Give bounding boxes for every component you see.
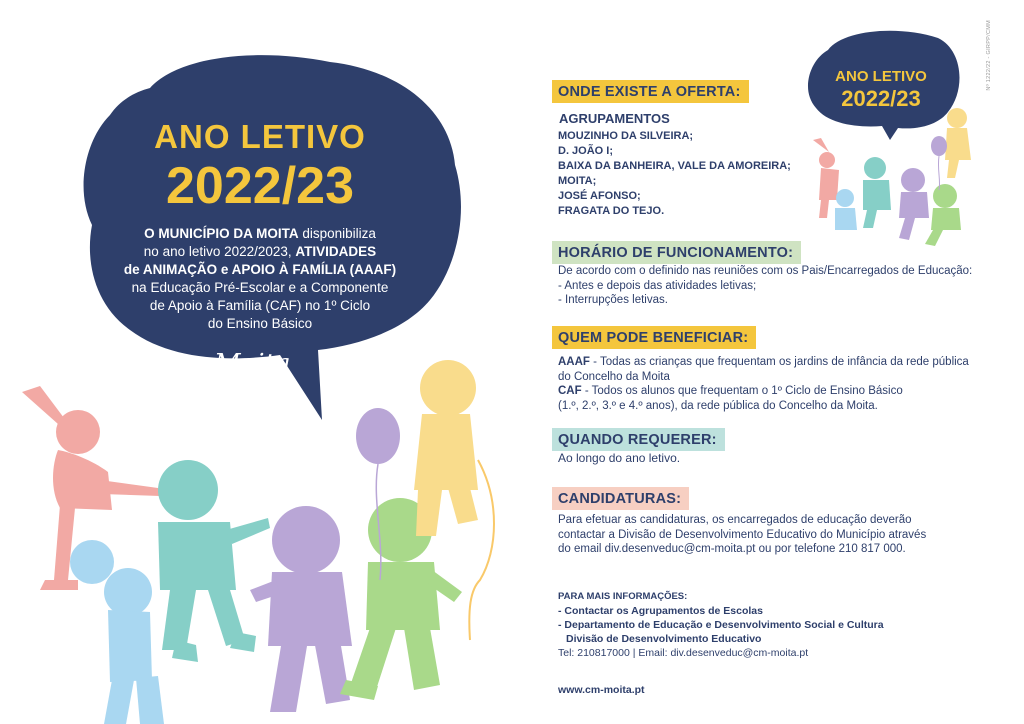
list-item: MOITA; (558, 175, 597, 187)
girl-walking-silhouette (250, 506, 352, 712)
agrupamentos-list (558, 129, 791, 219)
more-info-title: PARA MAIS INFORMAÇÕES: (558, 591, 688, 602)
section-heading-horario: HORÁRIO DE FUNCIONAMENTO: (552, 241, 801, 264)
section-heading-quem: QUEM PODE BENEFICIAR: (552, 326, 756, 349)
boy-running-silhouette (158, 460, 270, 662)
svg-text:MUNICÍPIO: MUNICÍPIO (222, 378, 262, 387)
small-children-illustration (805, 100, 985, 250)
horario-text: De acordo com o definido nas reuniões com os Pais/Encarregados de Educação: - Antes e depois das atividades letivas; - Interrupções letivas. (558, 265, 973, 307)
list-item: JOSÉ AFONSO; (558, 190, 641, 202)
website-link[interactable]: www.cm-moita.pt (558, 684, 645, 696)
list-item: FRAGATA DO TEJO. (558, 205, 665, 217)
boy-green-silhouette (340, 498, 462, 700)
candidaturas-text: Para efetuar as candidaturas, os encarregados de educação deverão contactar a Divisão de Desenvolvimento Educativo do Município através do email div.desenveduc@cm-moita.pt ou por telefone 210 817 000. (558, 514, 927, 556)
kid-with-ball-silhouette (70, 540, 164, 724)
section-heading-candidaturas: CANDIDATURAS: (552, 487, 689, 510)
list-item: D. JOÃO I; (558, 145, 614, 157)
section-heading-quando: QUANDO REQUERER: (552, 428, 725, 451)
quando-text: Ao longo do ano letivo. (558, 451, 681, 465)
main-year-label: ANO LETIVO (154, 118, 366, 155)
main-year-value: 2022/23 (166, 157, 354, 215)
svg-text:Moita: Moita (214, 349, 291, 379)
agrupamentos-title: AGRUPAMENTOS (559, 111, 670, 126)
list-item: MOUZINHO DA SILVEIRA; (558, 130, 694, 142)
more-info: PARA MAIS INFORMAÇÕES: - Contactar os Agrupamentos de Escolas - Departamento de Educação e Desenvolvimento Social e Cultura Divisão de Desenvolvimento Educativo Tel: 210817000 | Email: div.desenveduc@cm-moita.pt (558, 591, 884, 659)
girl-jumping-silhouette (414, 360, 478, 536)
small-year-label: ANO LETIVO (835, 68, 927, 85)
list-item: BAIXA DA BANHEIRA, VALE DA AMOREIRA; (558, 160, 791, 172)
document-code: Nº 1222/22 - GIRPP/CMM (986, 20, 992, 91)
intro-text: O MUNICÍPIO DA MOITA disponibiliza no ano letivo 2022/2023, ATIVIDADES de ANIMAÇÃO e APOIO À FAMÍLIA (AAAF) na Educação Pré-Escolar e a Componente de Apoio à Família (CAF) no 1º Ciclo do Ensino Básico (123, 226, 397, 331)
section-heading-onde: ONDE EXISTE A OFERTA: (552, 80, 749, 103)
contact-line: Tel: 210817000 | Email: div.desenveduc@cm-moita.pt (558, 647, 809, 659)
children-silhouettes-illustration (0, 340, 520, 724)
small-year-value: 2022/23 (841, 86, 921, 111)
quem-text: AAAF - Todas as crianças que frequentam os jardins de infância da rede pública do Concelho da Moita CAF - Todos os alunos que frequentam o 1º Ciclo de Ensino Básico (1.º, 2.º, 3.º e 4.º anos), da rede pública do Concelho da Moita. (558, 356, 969, 412)
balloon-silhouette (356, 408, 400, 464)
